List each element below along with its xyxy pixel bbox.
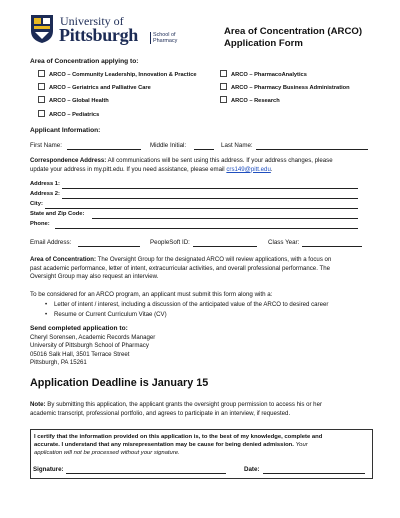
address2-label: Address 2: — [30, 191, 60, 197]
arco-option-community[interactable]: ARCO – Community Leadership, Innovation & Practice — [38, 70, 197, 78]
address2-field[interactable] — [62, 198, 358, 199]
checkbox[interactable] — [38, 83, 45, 90]
city-field[interactable] — [45, 208, 358, 209]
state-zip-field[interactable] — [92, 218, 358, 219]
last-name-field[interactable] — [256, 149, 368, 150]
form-title-line2: Application Form — [224, 38, 303, 49]
arco-option-research[interactable]: ARCO – Research — [220, 96, 280, 104]
first-name-field[interactable] — [67, 149, 141, 150]
email-label: Email Address: — [30, 239, 72, 246]
school-name-line2: Pharmacy — [153, 38, 178, 44]
middle-initial-field[interactable] — [194, 149, 214, 150]
first-name-label: First Name: — [30, 142, 62, 149]
email-field[interactable] — [78, 246, 140, 247]
peoplesoft-field[interactable] — [193, 246, 257, 247]
university-seal-icon — [30, 14, 54, 44]
aoc-paragraph: Area of Concentration: The Oversight Group for the designated ARCO will review applications, with a focus on past academic performance, letter of intent, extracurricular activities, and overall professional performance. The Oversight Group may also request an interview. — [30, 256, 332, 280]
arco-option-pediatrics[interactable]: ARCO – Pediatrics — [38, 110, 99, 118]
certification-text: I certify that the information provided on this application is, to the best of my knowledge, complete and accurate. I understand that any misrepresentation may be cause for being denied admission. Your application will not be processed without your signature. — [34, 434, 323, 456]
submit-intro: To be considered for an ARCO program, an applicant must submit this form along with a: — [30, 291, 273, 298]
phone-field[interactable] — [55, 228, 358, 229]
middle-initial-label: Middle Initial: — [150, 142, 187, 149]
note-paragraph: Note: By submitting this application, the applicant grants the oversight group permission to access his or her academic transcript, professional portfolio, and agrees to participate in an interview, if requested. — [30, 401, 322, 417]
correspondence-text: Correspondence Address: All communications will be sent using this address. If your address changes, please update your address in my.pitt.edu. If you need assistance, please email crs149@pitt.edu. — [30, 157, 333, 173]
certification-box — [30, 429, 373, 479]
checkbox[interactable] — [220, 83, 227, 90]
aoc-label: Area of Concentration: — [30, 256, 97, 263]
arco-option-business-admin[interactable]: ARCO – Pharmacy Business Administration — [220, 83, 350, 91]
date-field[interactable] — [263, 473, 365, 474]
deadline-heading: Application Deadline is January 15 — [30, 377, 209, 389]
date-label: Date: — [244, 466, 260, 473]
address1-label: Address 1: — [30, 181, 60, 187]
last-name-label: Last Name: — [221, 142, 253, 149]
class-year-label: Class Year: — [268, 239, 300, 246]
checkbox[interactable] — [220, 96, 227, 103]
arco-option-pharmacoanalytics[interactable]: ARCO – PharmacoAnalytics — [220, 70, 307, 78]
send-to-heading: Send completed application to: — [30, 325, 128, 332]
arco-heading: Area of Concentration applying to: — [30, 58, 139, 65]
school-name — [150, 32, 177, 44]
signature-field[interactable] — [66, 473, 226, 474]
pitt-pharmacy-logo — [30, 12, 182, 54]
class-year-field[interactable] — [302, 246, 362, 247]
state-zip-label: State and Zip Code: — [30, 211, 85, 217]
checkbox[interactable] — [38, 96, 45, 103]
phone-label: Phone: — [30, 221, 50, 227]
school-name-line1: School of — [153, 32, 176, 38]
requirement-letter: • Letter of intent / interest, including a discussion of the anticipated value of the ARCO to desired career — [54, 301, 328, 308]
mailing-address: Cheryl Sorensen, Academic Records Manager University of Pittsburgh School of Pharmacy 05016 Salk Hall, 3501 Terrace Street Pittsburgh, PA 15261 — [30, 334, 156, 366]
checkbox[interactable] — [220, 70, 227, 77]
note-label: Note: — [30, 401, 46, 408]
peoplesoft-label: PeopleSoft ID: — [150, 239, 190, 246]
applicant-heading: Applicant Information: — [30, 127, 101, 134]
university-name-line2: Pittsburgh — [59, 25, 139, 45]
city-label: City: — [30, 201, 43, 207]
form-title — [224, 26, 362, 50]
arco-option-geriatrics[interactable]: ARCO – Geriatrics and Palliative Care — [38, 83, 151, 91]
contact-email-link[interactable]: crs149@pitt.edu — [226, 165, 271, 173]
checkbox[interactable] — [38, 70, 45, 77]
form-title-line1: Area of Concentration (ARCO) — [224, 26, 363, 37]
address1-field[interactable] — [62, 188, 358, 189]
arco-option-global-health[interactable]: ARCO – Global Health — [38, 96, 109, 104]
signature-label: Signature: — [33, 466, 64, 473]
university-name-line1: University of — [60, 14, 124, 28]
requirement-resume: • Resume or Current Curriculum Vitae (CV) — [54, 311, 167, 318]
checkbox[interactable] — [38, 110, 45, 117]
correspondence-heading: Correspondence Address: — [30, 157, 107, 164]
